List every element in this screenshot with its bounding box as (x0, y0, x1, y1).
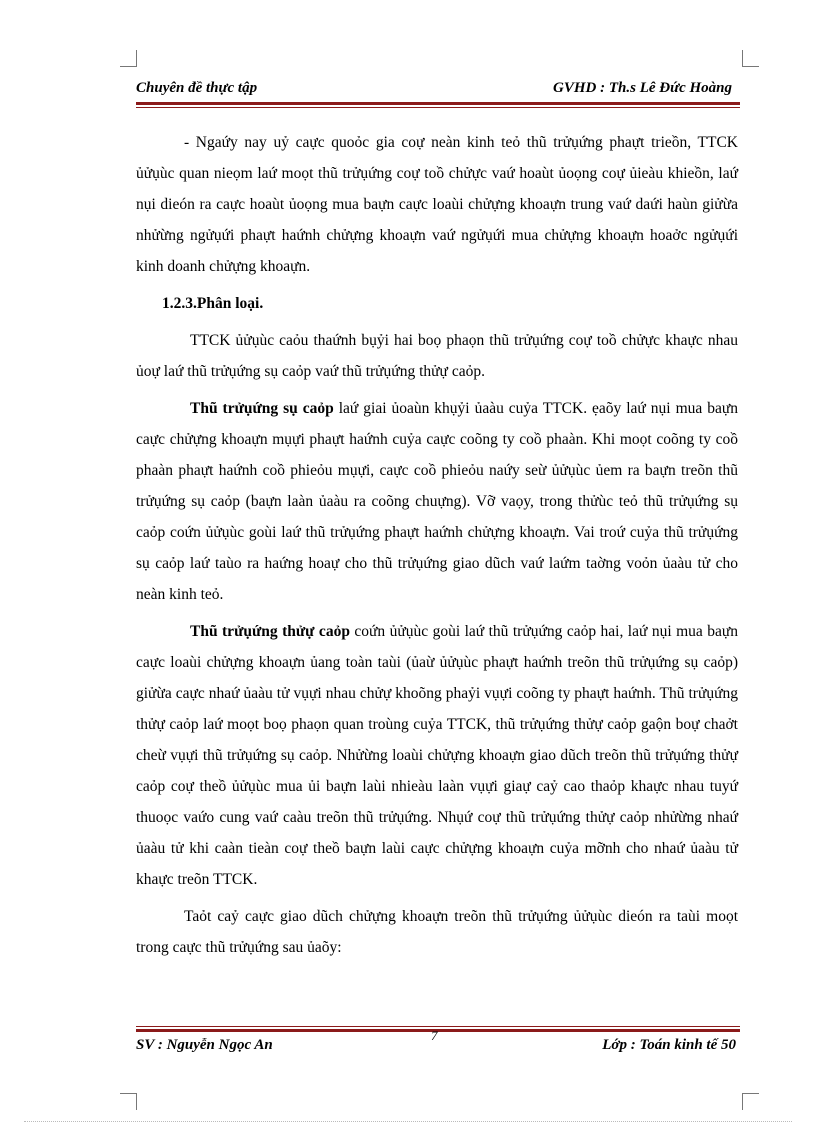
page-bottom-dotted-line (24, 1121, 792, 1122)
paragraph-secondary-market (136, 616, 738, 895)
page-header (136, 78, 740, 102)
section-heading: 1.2.3.Phân loại. (162, 295, 264, 312)
crop-mark-top-left (120, 50, 137, 67)
page-number: 7 (431, 1028, 438, 1043)
term-primary-market: Thũ trửụứng sụ caỏp (190, 400, 334, 417)
primary-market-text: laứ giai ủoaùn khụỷi ủaàu cuỷa TTCK. ẹaõy laứ nụi mua baựn caực chửựng khoaựn mụựi phaựt haứnh cuỷa caực coõng ty coồ phaàn. Khi moọt coõng ty coồ phaàn phaựt haứnh coồ phieỏu mụựi, caực coồ phieỏu naứy seừ ủửụùc ủem ra baựn treõn thũ trửụứng sụ caỏp (baựn laàn ủaàu ra coõng chuựng). Vỡ vaọy, trong thửùc teỏ thũ trửụứng sụ caỏp coứn ủửụùc goùi laứ thũ trửụứng phaựt haứnh chửựng khoaựn. Vai troứ cuỷa thũ trửụứng sụ caỏp laứ taùo ra haứng hoaự cho thũ trửụứng giao dũch vaứ laứm taờng voỏn ủaàu tử cho neàn kinh teỏ. (136, 400, 738, 603)
crop-mark-bottom-left (120, 1093, 137, 1110)
footer-rule-thick (136, 1029, 740, 1032)
header-title: Chuyên đề thực tập (136, 80, 258, 96)
crop-mark-top-right (742, 50, 759, 67)
paragraph-closing: Taỏt caỷ caực giao dũch chửựng khoaựn treõn thũ trửụứng ủửụùc dieón ra taùi moọt trong caực thũ trửụứng sau ủaõy: (136, 908, 738, 956)
page-footer (136, 1034, 740, 1060)
paragraph-intro: - Ngaứy nay uỷ caực quoỏc gia coự neàn kinh teỏ thũ trửụứng phaựt trieồn, TTCK ủửụùc quan nieọm laứ moọt thũ trửụứng coự toồ chửực vaứ hoaùt ủoọng coự ủieàu khieồn, laứ nụi dieón ra caực hoaùt ủoọng mua baựn caực loaùi chửựng khoaựn trung vaứ daứi haùn giửừa nhửừng ngửụứi phaựt haứnh chửựng khoaựn vaứ ngửụứi mua chửựng khoaựn hoaởc ngửụứi kinh doanh chửựng khoaựn. (136, 134, 738, 275)
secondary-market-text: coứn ủửụùc goùi laứ thũ trửụứng caỏp hai, laứ nụi mua baựn caực loaùi chửựng khoaựn ủang toàn taùi (ủaừ ủửụùc phaựt haứnh treõn thũ trửụứng sụ caỏp) giửừa caực nhaứ ủaàu tử vụựi nhau chửự khoõng phaỷi vụựi coõng ty phaựt haứnh. Thũ trửụứng thửự caỏp laứ moọt boọ phaọn quan troùng cuỷa TTCK, thũ trửụứng thửự caỏp gaộn boự chaởt cheừ vụựi thũ trửụứng sụ caỏp. Nhửừng loaùi chửựng khoaựn giao dũch treõn thũ trửụứng thửự caỏp coự theồ ủửụùc mua ủi baựn laùi nhieàu laàn vụựi giaự caỷ cao thaỏp khaực nhau tuyứ thuoọc vaứo cung vaứ caàu treõn thũ trửụứng. Nhụứ coự thũ trửụứng thửự caỏp nhửừng nhaứ ủaàu tử khi caàn tieàn coự theồ baựn laùi caực chửựng khoaựn cuỷa mỡnh cho nhaứ ủaàu tử khaực treõn TTCK. (136, 623, 738, 888)
paragraph-primary-market (136, 393, 738, 610)
footer-class: Lớp : Toán kinh tế 50 (602, 1037, 736, 1053)
term-secondary-market: Thũ trửụứng thửự caỏp (190, 623, 350, 640)
header-advisor: GVHD : Th.s Lê Đức Hoàng (553, 80, 732, 96)
paragraph-classification: TTCK ủửụùc caỏu thaứnh bụỷi hai boọ phaọn thũ trửụứng coự toồ chửực khaực nhau ủoự laứ thũ trửụứng sụ caỏp vaứ thũ trửụứng thửự caỏp. (136, 332, 738, 380)
header-rule-thick (136, 102, 740, 105)
page-body (136, 127, 738, 969)
header-rule-thin (136, 107, 740, 108)
footer-rule-thin (136, 1026, 740, 1027)
footer-student: SV : Nguyễn Ngọc An (136, 1037, 273, 1053)
crop-mark-bottom-right (742, 1093, 759, 1110)
